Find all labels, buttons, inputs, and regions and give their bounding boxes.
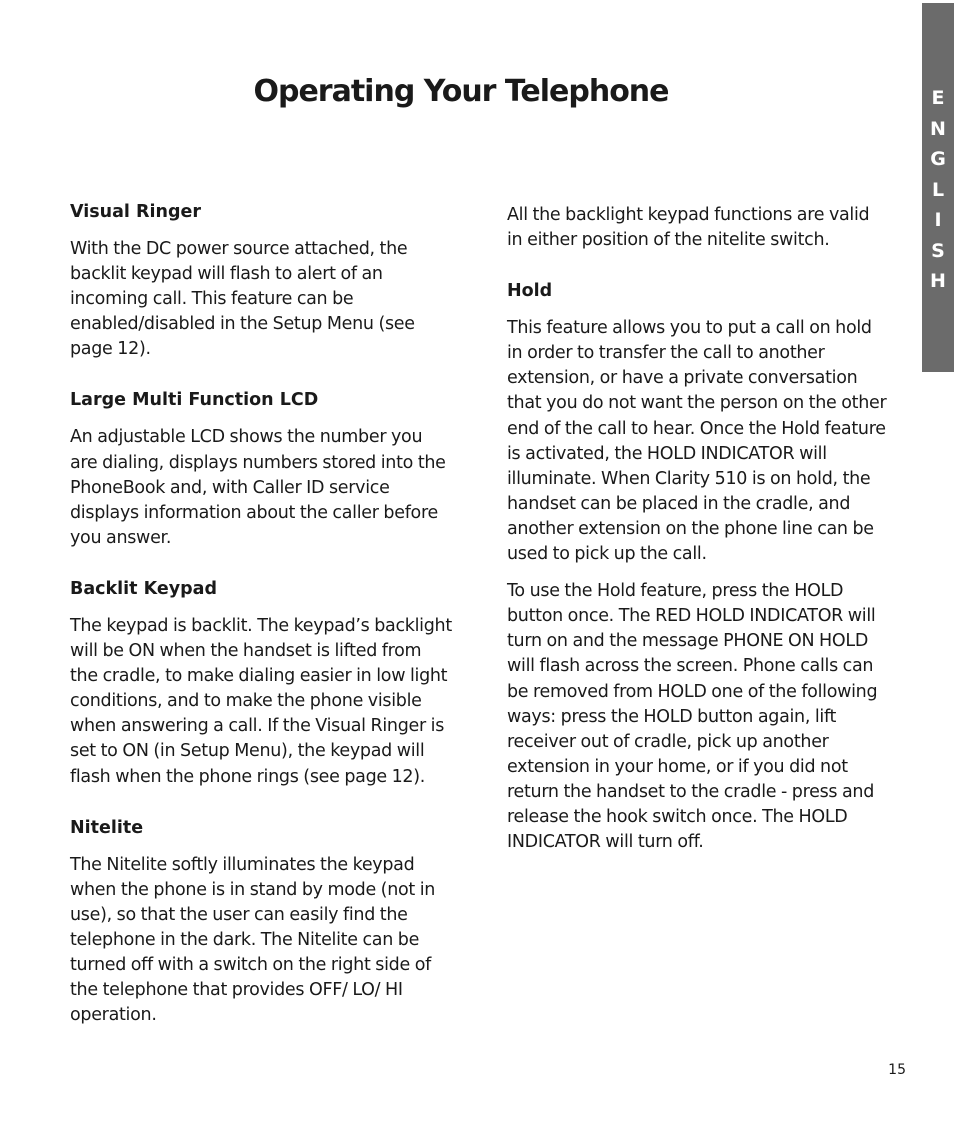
side-tab-letter: H <box>930 270 946 292</box>
visual-ringer-body: With the DC power source attached, the backlit keypad will flash to alert of an incoming call. This feature can be enabled/disabled in the Setup Menu (see page 12). <box>70 239 415 360</box>
backlight-intro: All the backlight keypad functions are valid in either position of the nitelite switch. <box>507 205 870 251</box>
lcd-heading: Large Multi Function LCD <box>70 390 319 411</box>
page-number: 15 <box>888 1062 906 1078</box>
side-tab-letters <box>922 83 954 297</box>
lcd-body: An adjustable LCD shows the number you are dialing, displays numbers stored into the PhoneBook and, with Caller ID service displays information about the caller before you answer. <box>70 427 446 548</box>
hold-heading: Hold <box>507 281 553 302</box>
side-tab-letter: G <box>930 148 946 170</box>
hold-body-1: This feature allows you to put a call on hold in order to transfer the call to another extension, or have a private conversation that you do not want the person on the other end of the call to hear. Once the Hold feature is activated, the HOLD INDICATOR will illuminate. When Clarity 510 is on hold, the handset can be placed in the cradle, and another extension on the phone line can be used to pick up the call. <box>507 318 887 565</box>
nitelite-body: The Nitelite softly illuminates the keypad when the phone is in stand by mode (not in use), so that the user can easily find the telephone in the dark. The Nitelite can be turned off with a switch on the right side of the telephone that provides OFF/ LO/ HI operation. <box>70 854 436 1026</box>
backlit-keypad-body: The keypad is backlit. The keypad’s backlight will be ON when the handset is lifted from the cradle, to make dialing easier in low light conditions, and to make the phone visible when answering a call. If the Visual Ringer is set to ON (in Setup Menu), the keypad will flash when the phone rings (see page 12). <box>70 615 452 787</box>
right-column <box>507 203 889 881</box>
side-tab-letter: I <box>934 209 942 231</box>
side-tab-letter: L <box>931 178 945 201</box>
page-title: Operating Your Telephone <box>253 74 669 109</box>
left-column <box>70 200 452 1054</box>
side-tab-letter: S <box>931 239 945 262</box>
hold-body-2: To use the Hold feature, press the HOLD button once. The RED HOLD INDICATOR will turn on and the message PHONE ON HOLD will flash across the screen. Phone calls can be removed from HOLD one of the following ways: press the HOLD button again, lift receiver out of cradle, pick up another extension in your home, or if you did not return the handset to the cradle - press and release the hook switch once. The HOLD INDICATOR will turn off. <box>507 581 878 853</box>
visual-ringer-heading: Visual Ringer <box>70 202 201 222</box>
language-side-tab <box>922 3 954 372</box>
side-tab-letter: N <box>930 117 946 140</box>
backlit-keypad-heading: Backlit Keypad <box>70 578 218 599</box>
nitelite-heading: Nitelite <box>70 817 144 838</box>
side-tab-letter: E <box>931 87 945 109</box>
